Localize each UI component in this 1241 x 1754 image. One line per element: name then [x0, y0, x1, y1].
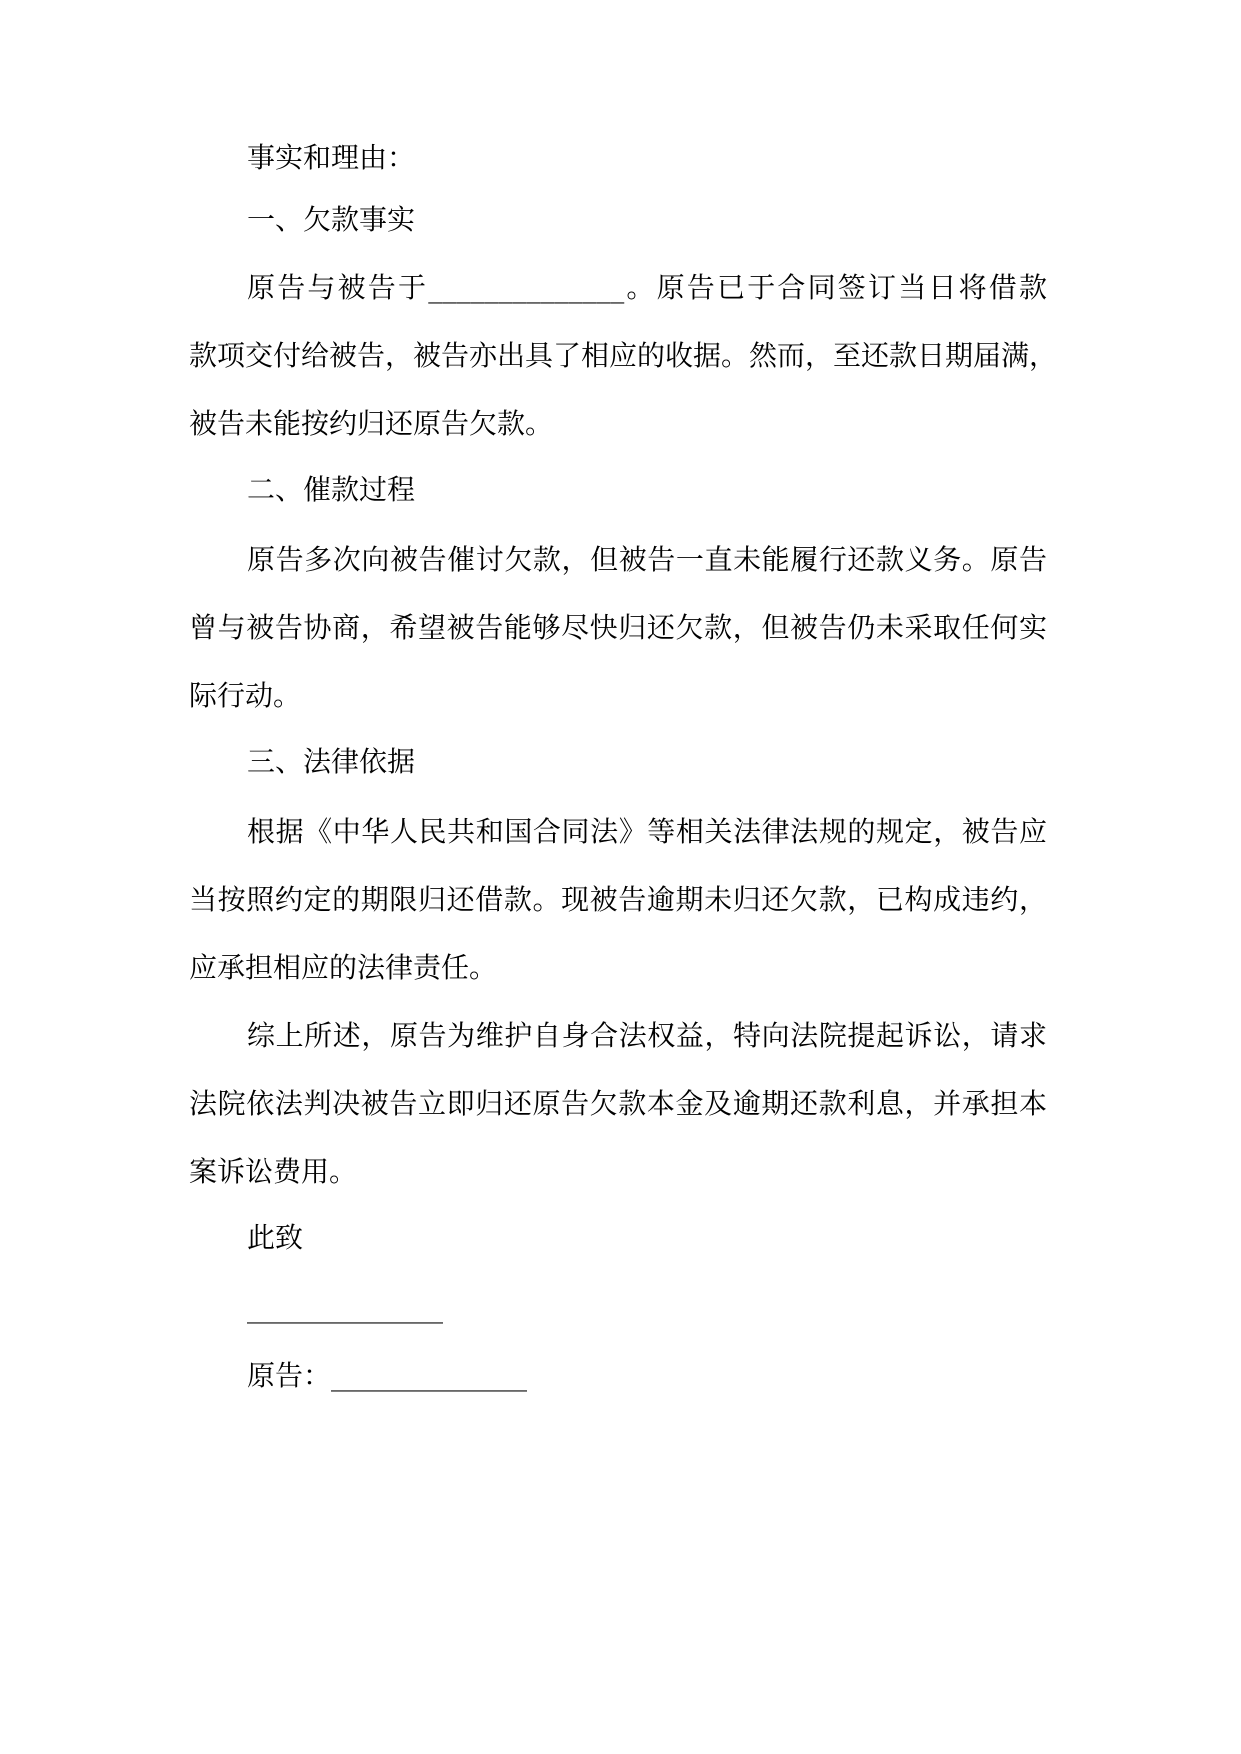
conclusion-line: 法院依法判决被告立即归还原告欠款本金及逾期还款利息，并承担本 [189, 1087, 1047, 1120]
paragraph-line: 被告未能按约归还原告欠款。 [189, 407, 554, 440]
closing-salutation: 此致 [247, 1221, 304, 1254]
conclusion-line: 综上所述，原告为维护自身合法权益，特向法院提起诉讼，请求 [247, 1019, 1047, 1052]
court-name-blank: ______________ [247, 1291, 443, 1324]
section-title-debt-facts: 一、欠款事实 [247, 203, 416, 236]
paragraph-line: 原告与被告于______________。原告已于合同签订当日将借款 [247, 271, 1047, 304]
heading-facts-and-reasons: 事实和理由： [247, 141, 416, 174]
paragraph-line: 原告多次向被告催讨欠款，但被告一直未能履行还款义务。原告 [247, 543, 1047, 576]
paragraph-line: 款项交付给被告，被告亦出具了相应的收据。然而，至还款日期届满， [189, 339, 1058, 372]
paragraph-line: 当按照约定的期限归还借款。现被告逾期未归还欠款，已构成违约， [189, 883, 1047, 916]
conclusion-line: 案诉讼费用。 [189, 1155, 358, 1188]
plaintiff-signature-line: 原告：______________ [247, 1359, 528, 1392]
paragraph-line: 曾与被告协商，希望被告能够尽快归还欠款，但被告仍未采取任何实 [189, 611, 1047, 644]
section-title-collection-process: 二、催款过程 [247, 473, 416, 506]
paragraph-line: 际行动。 [189, 679, 302, 712]
section-title-legal-basis: 三、法律依据 [247, 745, 416, 778]
paragraph-line: 应承担相应的法律责任。 [189, 951, 498, 984]
paragraph-line: 根据《中华人民共和国合同法》等相关法律法规的规定，被告应 [247, 815, 1047, 848]
